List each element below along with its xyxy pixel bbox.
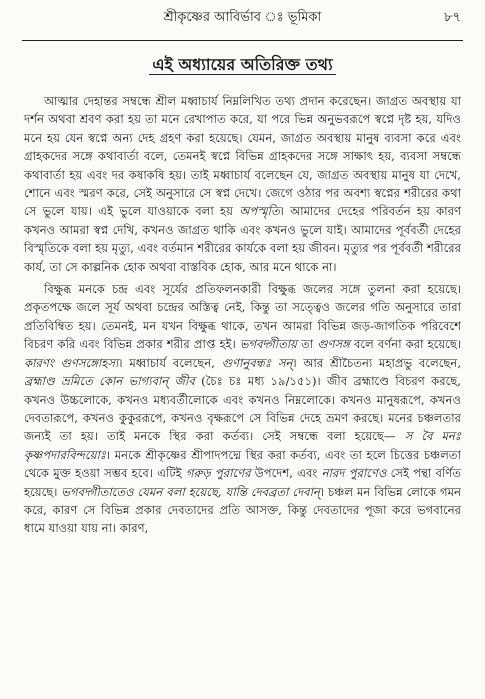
emphasis-text: ভগবদ্গীতায় [239,337,297,352]
header-rule [22,40,463,41]
emphasis-text: নারদ পুরাণেও [321,466,387,481]
emphasis-text: গরুড় পুরাণের [185,466,251,481]
page-header [0,8,485,34]
running-title: শ্রীকৃষ্ণের আবির্ভাব ঃ ভূমিকা [163,10,322,25]
emphasis-text: গুণসঙ্গ [317,337,350,352]
page-number: ৮৭ [444,10,461,25]
body-text [24,92,461,538]
emphasis-text: স বৈ মনঃ কৃষ্ণপদারবিন্দয়োঃ [24,429,462,462]
section-title: এই অধ্যায়ের অতিরিক্ত তথ্য [152,55,333,74]
emphasis-text: গুণানুবন্ধঃ সন্ [221,355,293,370]
emphasis-text: অপস্মৃতি [239,204,280,219]
paragraph-2: বিক্ষুব্ধ মনকে চন্দ্র এবং সূর্যের প্রতিফলনকারী বিক্ষুব্ধ জলের সঙ্গে তুলনা করা হয়েছে। প্রকৃতপক্ষে জলে সূর্য অথবা চন্দ্রের অস্তিত্ব নেই, কিন্তু তা সত্ত্বেও জলের গতি অনুসারে তারা প্রতিবিম্বিত হয়। তেমনই, মন যখন বিক্ষুব্ধ থাকে, তখন আমরা বিভিন্ন জড়-জাগতিক পরিবেশে বিচরণ করি এবং বিভিন্ন প্রকার শরীর প্রাপ্ত হই। ভগবদ্গীতায় তা গুণসঙ্গ বলে বর্ণনা করা হয়েছে। কারণং গুণসঙ্গোহস্য। মধ্বাচার্য বলেছেন, গুণানুবন্ধঃ সন্। আর শ্রীচৈতন্য মহাপ্রভু বলেছেন, ব্রহ্মাণ্ড ভ্রমিতে কোন ভাগ্যবান্ জীব (চৈঃ চঃ মধ্য ১৯/১৫১)। জীব ব্রহ্মাণ্ডে বিচরণ করছে, কখনও উচ্চলোকে, কখনও মধ্যবর্তীলোকে এবং কখনও নিম্নলোকে। কখনও মানুষরূপে, কখনও দেবতারূপে, কখনও কুকুররূপে, কখনও বৃক্ষরূপে সে বিভিন্ন দেহে ভ্রমণ করছে। মনের চঞ্চলতার জন্যই তা হয়। তাই মনকে স্থির করা কর্তব্য। সেই সম্বন্ধে বলা হয়েছে— স বৈ মনঃ কৃষ্ণপদারবিন্দয়োঃ। মনকে শ্রীকৃষ্ণের শ্রীপাদপদ্মে স্থির করা কর্তব্য, এবং তা হলে চিত্তের চঞ্চলতা থেকে মুক্ত হওয়া সম্ভব হবে। এটিই গরুড় পুরাণের উপদেশ, এবং নারদ পুরাণেও সেই পন্থা বর্ণিত হয়েছে। ভগবদ্গীতাতেও যেমন বলা হয়েছে, যান্তি দেবব্রতা দেবান্। চঞ্চল মন বিভিন্ন লোকে গমন করে, কারণ সে বিভিন্ন প্রকার দেবতাদের প্রতি আসক্ত, কিন্তু দেবতাদের পূজা করে ভগবানের ধামে যাওয়া যায় না। কারণ, [24,282,462,536]
section-title-underline [149,74,336,75]
paragraph-1: আত্মার দেহান্তর সম্বন্ধে শ্রীল মধ্বাচার্য নিম্নলিখিত তথ্য প্রদান করেছেন। জাগ্রত অবস্থায় যা দর্শন অথবা শ্রবণ করা হয় তা মনে রেখাপাত করে, যা পরে ভিন্ন অনুভবরূপে স্বপ্নে দৃষ্ট হয়, যদিও মনে হয় যেন স্বপ্নে অন্য দেহ গ্রহণ করা হয়েছে। যেমন, জাগ্রত অবস্থায় মানুষ ব্যবসা করে এবং গ্রাহকদের সঙ্গে কথাবার্তা বলে, তেমনই স্বপ্নে বিভিন্ন গ্রাহকদের সঙ্গে সাক্ষাৎ হয়, ব্যবসা সম্বন্ধে কথাবার্তা হয় এবং দর কষাকষি হয়। তাই মধ্বাচার্য বলেছেন যে, জাগ্রত অবস্থায় মানুষ যা দেখে, শোনে এবং স্মরণ করে, সেই অনুসারে সে স্বপ্ন দেখে। জেগে ওঠার পর অবশ্য স্বপ্নের শরীরের কথা সে ভুলে যায়। এই ভুলে যাওয়াকে বলা হয় অপস্মৃতি। আমাদের দেহের পরিবর্তন হয় কারণ কখনও আমরা স্বপ্ন দেখি, কখনও জাগ্রত থাকি এবং কখনও ভুলে যাই। আমাদের পূর্ববর্তী দেহের বিস্মৃতিকে বলা হয় মৃত্যু, এবং বর্তমান শরীরের কার্যকে বলা হয় জীবন। মৃত্যুর পর পূর্ববর্তী শরীরের কার্য, তা সে কাল্পনিক হোক অথবা বাস্তবিক হোক, আর মনে থাকে না। [24,94,461,274]
emphasis-text: কারণং গুণসঙ্গোহস্য [24,355,119,370]
emphasis-text: ভগবদ্গীতাতেও যেমন বলা হয়েছে, যান্তি দেবব্রতা দেবান্ [61,484,320,499]
emphasis-text: ব্রহ্মাণ্ড ভ্রমিতে কোন ভাগ্যবান্ জীব [24,374,195,389]
